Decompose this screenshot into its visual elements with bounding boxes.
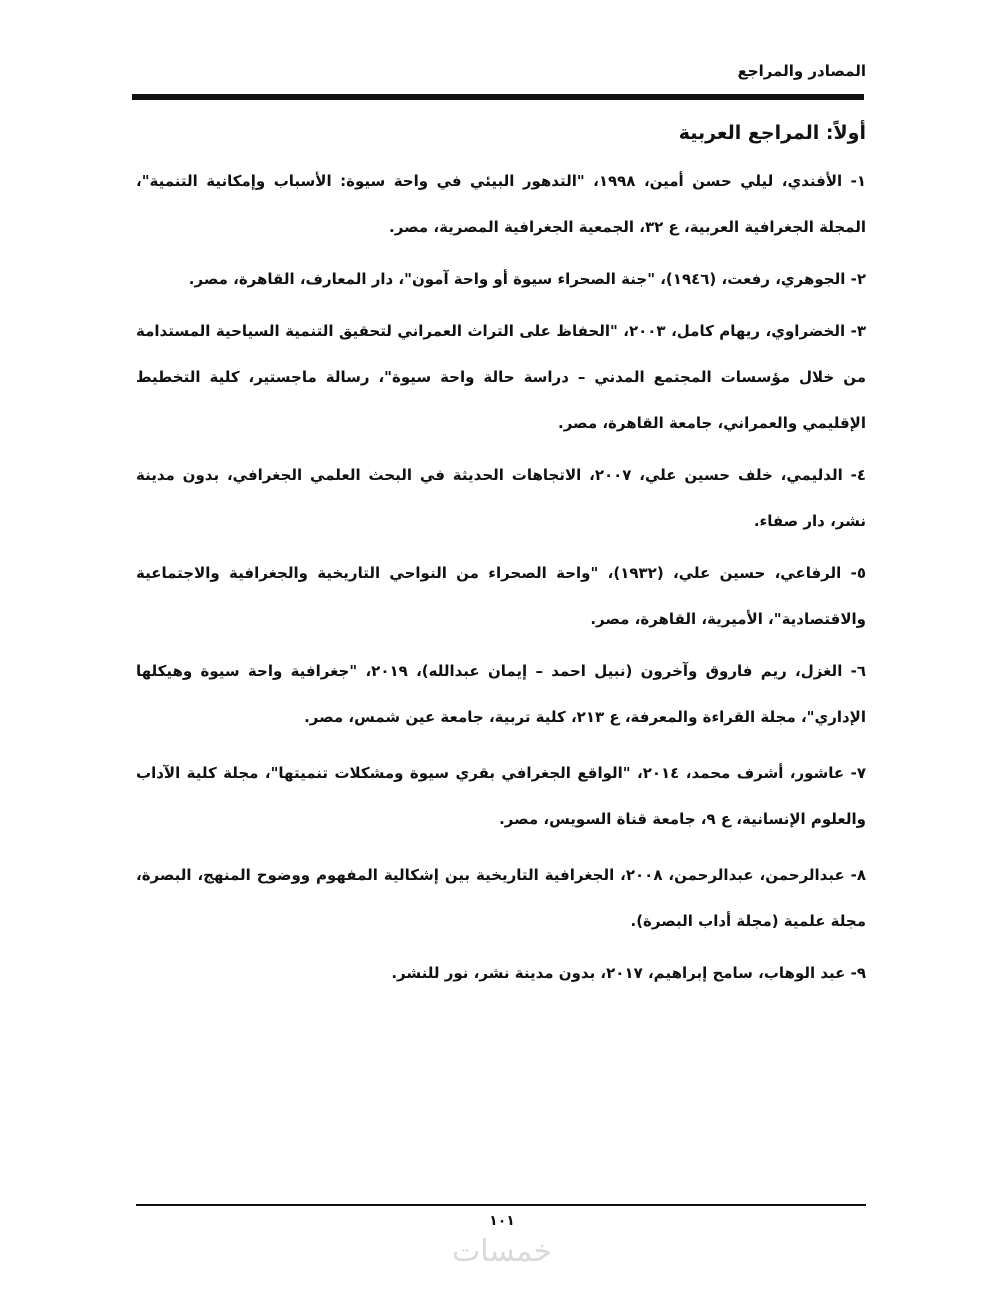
watermark: خمسات [451,1234,553,1269]
reference-list [136,158,866,1002]
running-header: المصادر والمراجع [737,62,866,80]
header-rule [132,94,864,100]
reference-item: ٤- الدليمي، خلف حسين علي، ٢٠٠٧، الاتجاهات الحديثة في البحث العلمي الجغرافي، بدون مدينة نشر، دار صفاء. [136,466,866,530]
footer-rule [136,1204,866,1206]
reference-item: ٩- عبد الوهاب، سامح إبراهيم، ٢٠١٧، بدون مدينة نشر، نور للنشر. [391,964,866,982]
reference-item: ١- الأفندي، ليلي حسن أمين، ١٩٩٨، "التدهور البيئي في واحة سيوة: الأسباب وإمكانية التنمية"، المجلة الجغرافية العربية، ع ٣٢، الجمعية الجغرافية المصرية، مصر. [136,172,866,236]
reference-item: ٢- الجوهري، رفعت، (١٩٤٦)، "جنة الصحراء سيوة أو واحة آمون"، دار المعارف، القاهرة، مصر. [188,270,866,288]
reference-item: ٥- الرفاعي، حسين علي، (١٩٣٢)، "واحة الصحراء من النواحي التاريخية والجغرافية والاجتماعية والاقتصادية"، الأميرية، القاهرة، مصر. [136,564,866,628]
reference-item: ٨- عبدالرحمن، عبدالرحمن، ٢٠٠٨، الجغرافية التاريخية بين إشكالية المفهوم ووضوح المنهج، البصرة، مجلة علمية (مجلة أداب البصرة). [136,866,866,930]
reference-item: ٧- عاشور، أشرف محمد، ٢٠١٤، "الواقع الجغرافي بقري سيوة ومشكلات تنميتها"، مجلة كلية الآداب والعلوم الإنسانية، ع ٩، جامعة قناة السويس، مصر. [136,764,866,828]
section-heading: أولاً: المراجع العربية [678,122,866,144]
page-number: ١٠١ [489,1213,515,1229]
reference-item: ٦- الغزل، ريم فاروق وآخرون (نبيل احمد – إيمان عبدالله)، ٢٠١٩، "جغرافية واحة سيوة وهيكلها الإداري"، مجلة القراءة والمعرفة، ع ٢١٣، كلية تربية، جامعة عين شمس، مصر. [136,662,866,726]
reference-item: ٣- الخضراوي، ريهام كامل، ٢٠٠٣، "الحفاظ على التراث العمراني لتحقيق التنمية السياحية المستدامة من خلال مؤسسات المجتمع المدني – دراسة حالة واحة سيوة"، رسالة ماجستير، كلية التخطيط الإقليمي والعمراني، جامعة القاهرة، مصر. [136,322,866,432]
